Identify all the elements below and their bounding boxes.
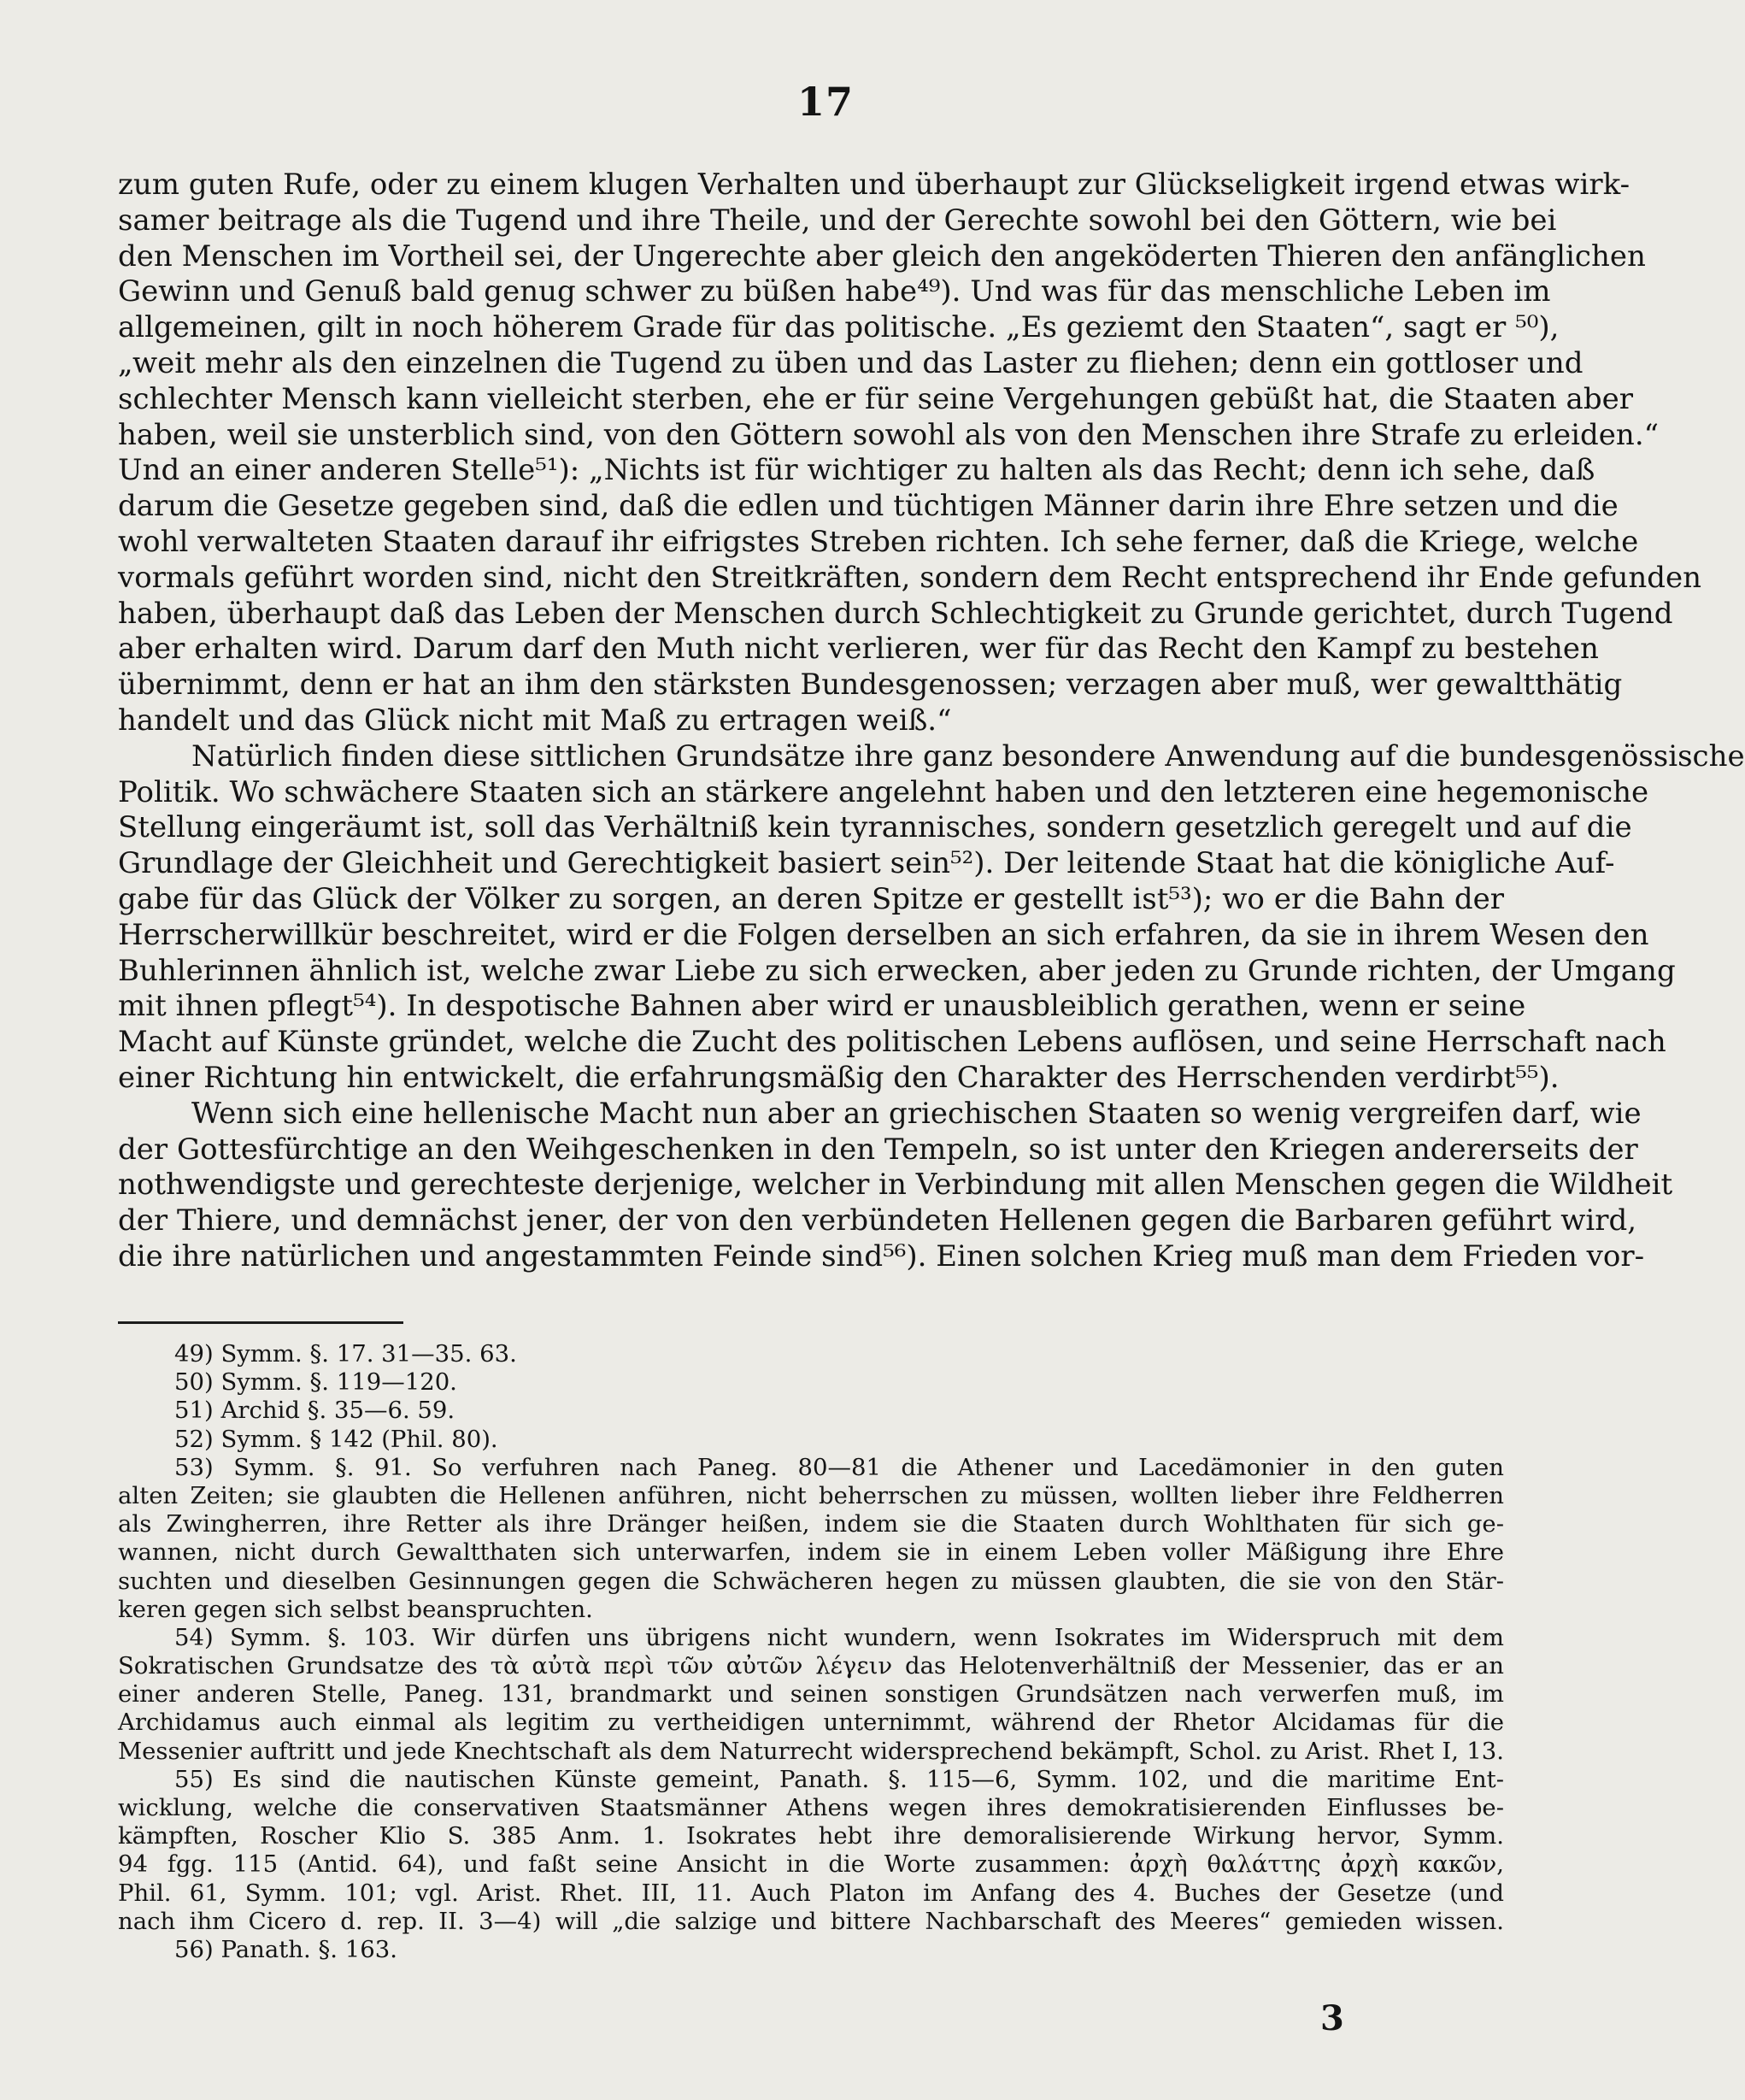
body-line: Grundlage der Gleichheit und Gerechtigkeit basiert sein⁵²). Der leitende Staat hat die königliche Auf- (118, 846, 1615, 881)
body-line: zum guten Rufe, oder zu einem klugen Verhalten und überhaupt zur Glückseligkeit irgend etwas wirk- (118, 168, 1630, 202)
main-text-block (118, 168, 1745, 1275)
body-line: vormals geführt worden sind, nicht den Streitkräften, sondern dem Recht entsprechend ihr Ende gefunden (118, 560, 1702, 595)
footnote-line: Sokratischen Grundsatze des τὰ αὐτὰ περὶ τῶν αὐτῶν λέγειν das Helotenverhältniß der Messenier, das er an (118, 1652, 1504, 1680)
footnote-line: 49) Symm. §. 17. 31—35. 63. (174, 1340, 517, 1368)
body-line: die ihre natürlichen und angestammten Feinde sind⁵⁶). Einen solchen Krieg muß man dem Frieden vor- (118, 1238, 1645, 1274)
footnote-line: kämpften, Roscher Klio S. 385 Anm. 1. Isokrates hebt ihre demoralisierende Wirkung hervor, Symm. (118, 1822, 1504, 1850)
footnote-line: Phil. 61, Symm. 101; vgl. Arist. Rhet. III, 11. Auch Platon im Anfang des 4. Buches der Gesetze (und (118, 1879, 1504, 1907)
footnote-line: alten Zeiten; sie glaubten die Hellenen anführen, nicht beherrschen zu müssen, wollten lieber ihre Feldherren (118, 1481, 1504, 1509)
footnotes-block (118, 1340, 1504, 1964)
footnote-line: nach ihm Cicero d. rep. II. 3—4) will „die salzige und bittere Nachbarschaft des Meeres“ gemieden wissen. (118, 1907, 1504, 1935)
body-line: Politik. Wo schwächere Staaten sich an stärkere angelehnt haben und den letzteren eine hegemonische (118, 774, 1649, 809)
body-line: handelt und das Glück nicht mit Maß zu ertragen weiß.“ (118, 703, 952, 738)
body-line: Und an einer anderen Stelle⁵¹): „Nichts ist für wichtiger zu halten als das Recht; denn ich sehe, daß (118, 453, 1595, 488)
body-line: „weit mehr als den einzelnen die Tugend zu üben und das Laster zu fliehen; denn ein gottloser und (118, 345, 1583, 380)
body-line: mit ihnen pflegt⁵⁴). In despotische Bahnen aber wird er unausbleiblich gerathen, wenn er seine (118, 989, 1526, 1024)
body-line: samer beitrage als die Tugend und ihre Theile, und der Gerechte sowohl bei den Göttern, wie bei (118, 203, 1557, 238)
body-line: gabe für das Glück der Völker zu sorgen, an deren Spitze er gestellt ist⁵³); wo er die Bahn der (118, 881, 1504, 916)
body-line: schlechter Mensch kann vielleicht sterben, ehe er für seine Vergehungen gebüßt hat, die Staaten aber (118, 381, 1633, 416)
body-line: darum die Gesetze gegeben sind, daß die edlen und tüchtigen Männer darin ihre Ehre setzen und die (118, 489, 1619, 524)
footnote-line: 56) Panath. §. 163. (174, 1935, 397, 1963)
footnote-line: 94 fgg. 115 (Antid. 64), und faßt seine Ansicht in die Worte zusammen: ἀρχὴ θαλάττης ἀρχὴ κακῶν, (118, 1850, 1504, 1879)
footnote-divider (118, 1321, 403, 1324)
footnote-line: suchten und dieselben Gesinnungen gegen die Schwächeren hegen zu müssen glaubten, die sie von den Stär- (118, 1567, 1504, 1595)
footnote-line: 55) Es sind die nautischen Künste gemeint, Panath. §. 115—6, Symm. 102, und die maritime Ent- (174, 1765, 1504, 1793)
body-line: einer Richtung hin entwickelt, die erfahrungsmäßig den Charakter des Herrschenden verdirbt⁵⁵). (118, 1060, 1560, 1095)
footnote-line: einer anderen Stelle, Paneg. 131, brandmarkt und seinen sonstigen Grundsätzen nach verwerfen muß, im (118, 1680, 1504, 1709)
body-line: nothwendigste und gerechteste derjenige, welcher in Verbindung mit allen Menschen gegen die Wildheit (118, 1168, 1673, 1203)
body-line: haben, weil sie unsterblich sind, von den Göttern sowohl als von den Menschen ihre Strafe zu erleiden.“ (118, 417, 1660, 452)
body-line: Gewinn und Genuß bald genug schwer zu büßen habe⁴⁹). Und was für das menschliche Leben im (118, 274, 1551, 309)
footnote-line: 53) Symm. §. 91. So verfuhren nach Paneg. 80—81 die Athener und Lacedämonier in den guten (174, 1453, 1504, 1481)
footnote-line: Messenier auftritt und jede Knechtschaft als dem Naturrecht widersprechend bekämpft, Schol. zu Arist. Rhet I, 13. (118, 1737, 1504, 1765)
footnote-line: Archidamus auch einmal als legitim zu vertheidigen unternimmt, während der Rhetor Alcidamas für die (118, 1709, 1504, 1737)
body-line: übernimmt, denn er hat an ihm den stärksten Bundesgenossen; verzagen aber muß, wer gewaltthätig (118, 668, 1623, 703)
body-line: der Thiere, und demnächst jener, der von den verbündeten Hellenen gegen die Barbaren geführt wird, (118, 1203, 1637, 1238)
signature-mark: 3 (1320, 1998, 1344, 2038)
body-line: Wenn sich eine hellenische Macht nun aber an griechischen Staaten so wenig vergreifen darf, wie (191, 1096, 1642, 1131)
body-line: Macht auf Künste gründet, welche die Zucht des politischen Lebens auflösen, und seine Herrschaft nach (118, 1025, 1666, 1060)
body-line: aber erhalten wird. Darum darf den Muth nicht verlieren, wer für das Recht den Kampf zu bestehen (118, 632, 1599, 667)
footnote-line: 50) Symm. §. 119—120. (174, 1368, 457, 1397)
body-line: Stellung eingeräumt ist, soll das Verhältniß kein tyrannisches, sondern gesetzlich geregelt und auf die (118, 810, 1632, 845)
body-line: Natürlich finden diese sittlichen Grundsätze ihre ganz besondere Anwendung auf die bundesgenössische (191, 738, 1745, 774)
body-line: den Menschen im Vortheil sei, der Ungerechte aber gleich den angeköderten Thieren den anfänglichen (118, 238, 1646, 274)
footnote-line: wicklung, welche die conservativen Staatsmänner Athens wegen ihres demokratisierenden Einflusses be- (118, 1794, 1504, 1821)
body-line: haben, überhaupt daß das Leben der Menschen durch Schlechtigkeit zu Grunde gerichtet, durch Tugend (118, 596, 1673, 631)
footnote-line: wannen, nicht durch Gewaltthaten sich unterwarfen, indem sie in einem Leben voller Mäßigung ihre Ehre (118, 1538, 1504, 1567)
footnote-line: als Zwingherren, ihre Retter als ihre Dränger heißen, indem sie die Staaten durch Wohlthaten für sich ge- (118, 1510, 1504, 1538)
footnote-line: 54) Symm. §. 103. Wir dürfen uns übrigens nicht wundern, wenn Isokrates im Widerspruch mit dem (174, 1623, 1504, 1651)
body-line: Buhlerinnen ähnlich ist, welche zwar Liebe zu sich erwecken, aber jeden zu Grunde richten, der Umgang (118, 953, 1676, 988)
body-line: allgemeinen, gilt in noch höherem Grade für das politische. „Es geziemt den Staaten“, sagt er ⁵⁰), (118, 310, 1560, 345)
body-line: Herrscherwillkür beschreitet, wird er die Folgen derselben an sich erfahren, da sie in ihrem Wesen den (118, 917, 1649, 952)
footnote-line: 52) Symm. § 142 (Phil. 80). (174, 1425, 498, 1453)
body-line: wohl verwalteten Staaten darauf ihr eifrigstes Streben richten. Ich sehe ferner, daß die Kriege, welche (118, 524, 1639, 559)
body-line: der Gottesfürchtige an den Weihgeschenken in den Tempeln, so ist unter den Kriegen andererseits der (118, 1132, 1638, 1167)
page-number: 17 (796, 79, 854, 125)
footnote-line: keren gegen sich selbst beanspruchten. (118, 1595, 593, 1623)
footnote-line: 51) Archid §. 35—6. 59. (174, 1397, 455, 1425)
